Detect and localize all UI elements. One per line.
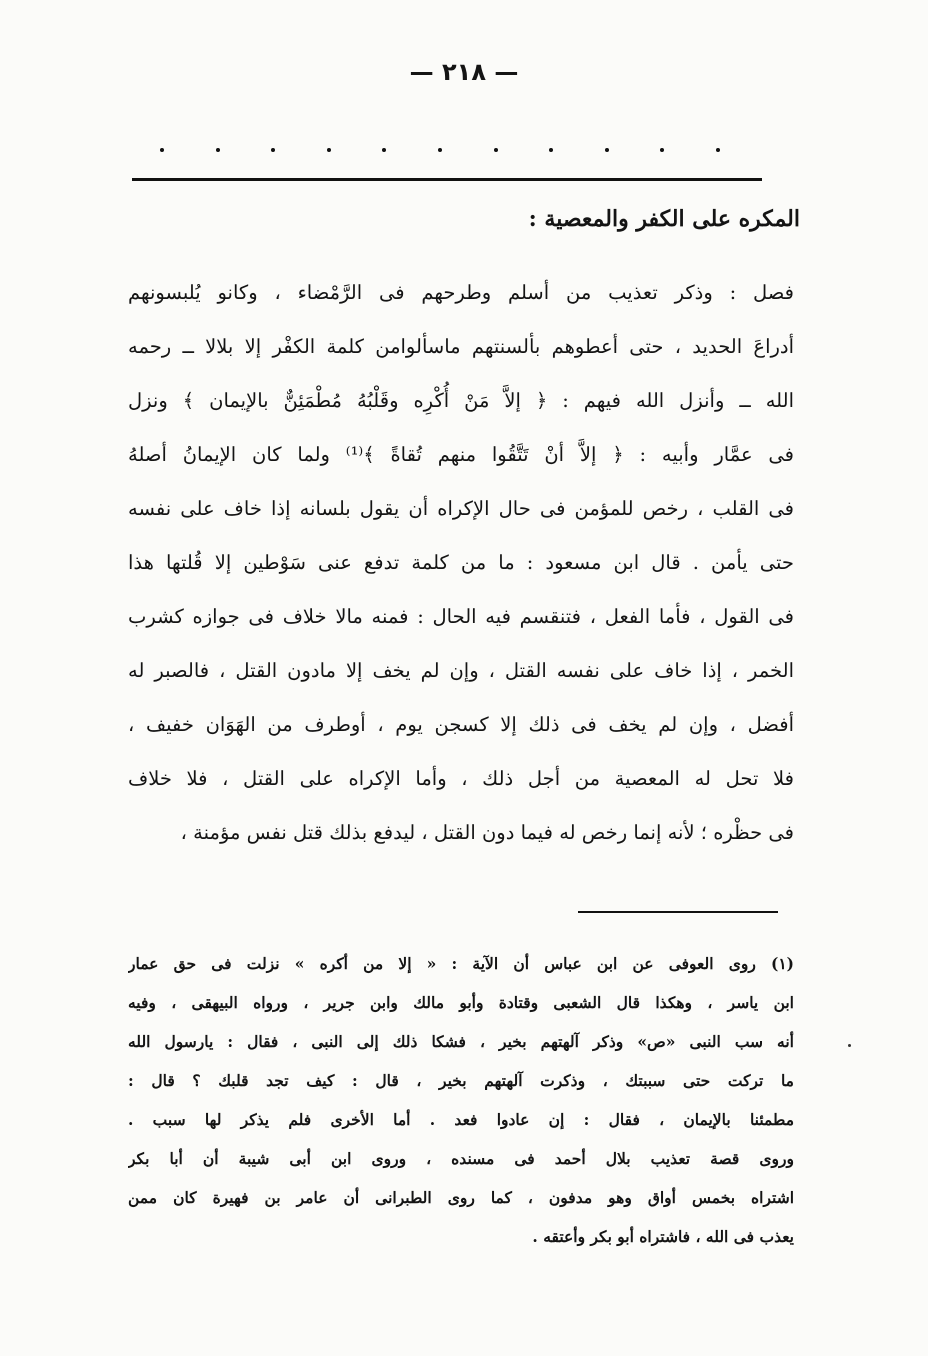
footnote-line: ما تركت حتى سببتك ، وذكرت آلهتهم بخير ، قال : كيف تجد قلبك ؟ قال : bbox=[128, 1071, 794, 1090]
footnote-line: يعذب فى الله ، فاشتراه أبو بكر وأعتقه . bbox=[532, 1227, 794, 1246]
dot bbox=[605, 148, 609, 152]
body-line: فى القول ، فأما الفعل ، فتنقسم فيه الحال : فمنه مالا خلاف فى جوازه كشرب bbox=[128, 605, 794, 628]
dot bbox=[382, 148, 386, 152]
section-heading: المكره على الكفر والمعصية : bbox=[528, 206, 800, 232]
dot bbox=[660, 148, 664, 152]
body-line: حتى يأمن . قال ابن مسعود : ما من كلمة تدفع عنى سَوْطين إلا قُلتها هذا bbox=[128, 551, 794, 574]
margin-mark bbox=[848, 1044, 851, 1047]
body-line: فلا تحل له المعصية من أجل ذلك ، وأما الإكراه على القتل ، فلا خلاف bbox=[128, 767, 794, 790]
footnote-line: اشتراه بخمس أواق وهو مدفون ، كما روى الطبرانى أن عامر بن فهيرة كان ممن bbox=[128, 1188, 794, 1207]
body-line: الخمر ، إذا خاف على نفسه القتل ، وإن لم يخف إلا مادون القتل ، فالصبر له bbox=[128, 659, 794, 682]
body-text bbox=[128, 266, 794, 860]
body-line: أفضل ، وإن لم يخف فى ذلك إلا كسجن يوم ، أوطرف من الهَوَان خفيف ، bbox=[128, 713, 794, 736]
body-line: فى عمَّار وأبيه : ﴿ إلاَّ أنْ تَتَّقُوا منهم تُقاةً ﴾⁽¹⁾ ولما كان الإيمانُ أصلهُ bbox=[128, 443, 794, 466]
footnote-line: ابن ياسر ، وهكذا قال الشعبى وقتادة وأبو مالك وابن جرير ، ورواه البيهقى ، وفيه bbox=[128, 993, 794, 1012]
footnote-line: وروى قصة تعذيب بلال أحمد فى مسنده ، وروى ابن أبى شيبة أن أبا بكر bbox=[128, 1149, 794, 1168]
dot bbox=[327, 148, 331, 152]
body-line: فى حظْره ؛ لأنه إنما رخص له فيما دون القتل ، ليدفع بذلك قتل نفس مؤمنة ، bbox=[180, 821, 794, 844]
dot bbox=[716, 148, 720, 152]
dot bbox=[549, 148, 553, 152]
footnote-rule bbox=[578, 911, 778, 913]
dot bbox=[438, 148, 442, 152]
footnote-line: مطمئنا بالإيمان ، فقال : إن عادوا فعد . أما الأخرى فلم يذكر لها سبب . bbox=[128, 1110, 794, 1129]
body-line: الله ــ وأنزل الله فيهم : ﴿ إلاَّ مَنْ أُكْرِه وقَلْبُهُ مُطْمَئِنٌّ بالإيمان ﴾ ونزل bbox=[128, 389, 794, 412]
body-line: فصل : وذكر تعذيب من أسلم وطرحهم فى الرَّمْضاء ، وكانو يُلبسونهم bbox=[128, 281, 794, 304]
footnote-line: أنه سب النبى «ص» وذكر آلهتهم بخير ، فشكا ذلك إلى النبى ، فقال : يارسول الله bbox=[128, 1032, 794, 1051]
separator-dots bbox=[160, 130, 720, 160]
footnotes bbox=[128, 944, 794, 1256]
dot bbox=[271, 148, 275, 152]
dot bbox=[160, 148, 164, 152]
dot bbox=[494, 148, 498, 152]
body-line: أدراعَ الحديد ، حتى أعطوهم بألسنتهم ماسألوامن كلمة الكفْر إلا بلالا ــ رحمه bbox=[128, 335, 794, 358]
page-number: — ٢١٨ — bbox=[409, 58, 519, 86]
body-line: فى القلب ، رخص للمؤمن فى حال الإكراه أن يقول بلسانه إذا خاف على نفسه bbox=[128, 497, 794, 520]
dot bbox=[216, 148, 220, 152]
footnote-line: (١) روى العوفى عن ابن عباس أن الآية : « إلا من أكره » نزلت فى حق عمار bbox=[128, 954, 794, 973]
header-rule bbox=[132, 178, 762, 181]
